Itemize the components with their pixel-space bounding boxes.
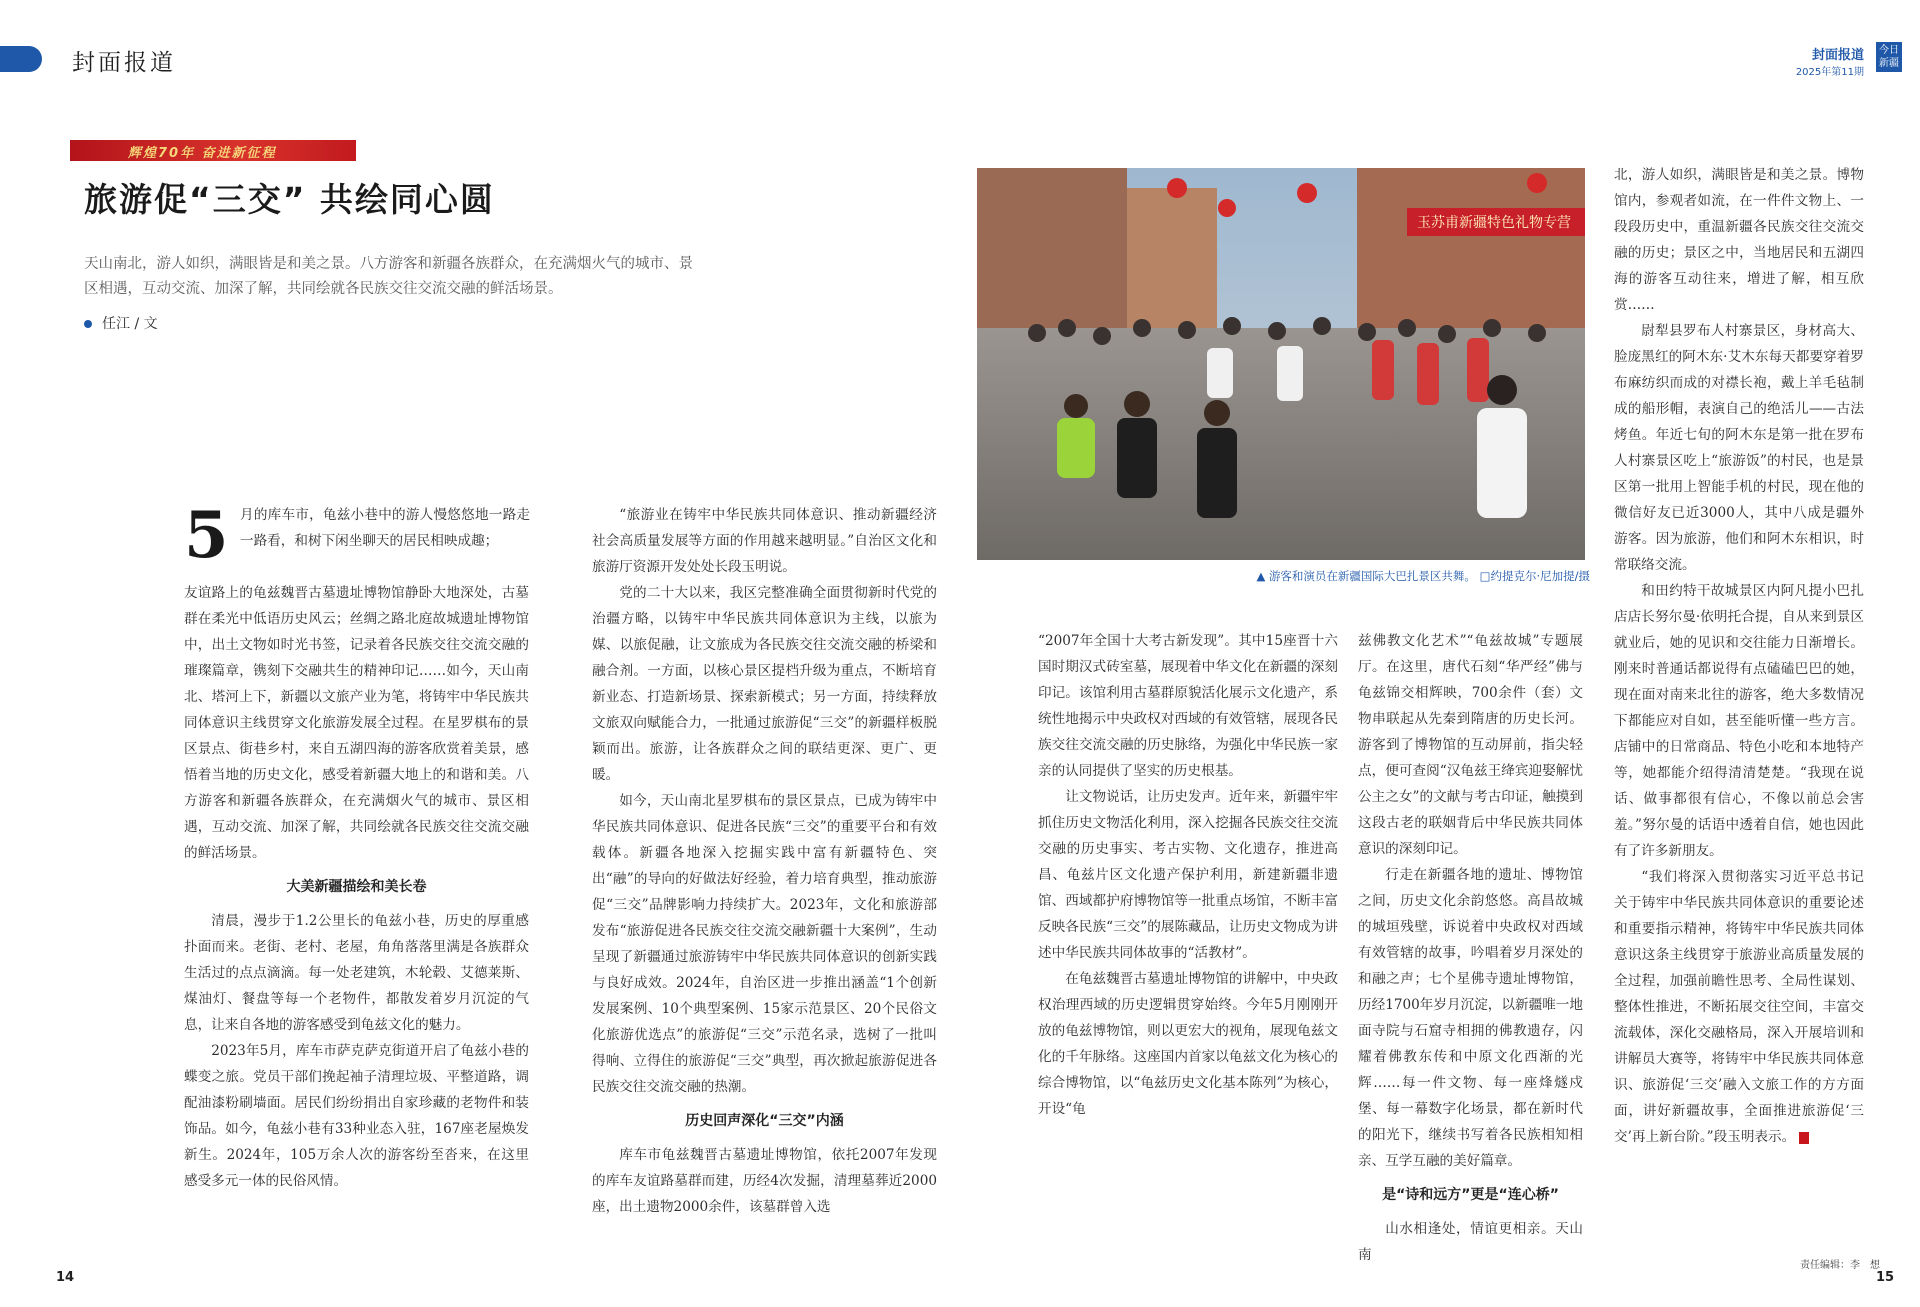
shop-sign: 玉苏甫新疆特色礼物专营 xyxy=(1417,215,1571,231)
masthead xyxy=(1796,44,1864,78)
masthead-section: 封面报道 xyxy=(1811,48,1864,63)
bullet-icon xyxy=(84,320,92,328)
subheading: 历史回声深化“三交”内涵 xyxy=(685,1113,844,1129)
article-column-5 xyxy=(1614,162,1864,1150)
issue-number: 2025年第11期 xyxy=(1795,67,1864,78)
article-lede: 天山南北，游人如织，满眼皆是和美之景。八方游客和新疆各族群众，在充满烟火气的城市、景区相遇，互动交流、加深了解，共同绘就各民族交往交流交融的鲜活场景。 xyxy=(84,256,693,297)
paragraph: 清晨，漫步于1.2公里长的龟兹小巷，历史的厚重感扑面而来。老街、老村、老屋，角角落落里满是各族群众生活过的点点滴滴。每一处老建筑，木轮毂、艾德莱斯、煤油灯、餐盘等每一个老物件，都散发着岁月沉淀的气息，让来自各地的游客感受到龟兹文化的魅力。 xyxy=(184,913,529,1033)
article-column-1 xyxy=(184,580,529,1194)
paragraph: 让文物说话，让历史发声。近年来，新疆牢牢抓住历史文物活化利用，深入挖掘各民族交往交流交融的历史事实、考古实物、文化遗存，推进高昌、龟兹片区文化遗产保护利用，新建新疆非遗馆、西域都护府博物馆等一批重点场馆，不断丰富反映各民族“三交”的展陈藏品，让历史文物成为讲述中华民族共同体故事的“活教材”。 xyxy=(1038,789,1338,961)
author: 任江 / 文 xyxy=(102,316,158,332)
article-intro: 月的库车市，龟兹小巷中的游人慢悠悠地一路走一路看，和树下闲坐聊天的居民相映成趣； xyxy=(240,507,530,549)
page-number-right: 15 xyxy=(1876,1270,1895,1285)
photo-caption: ▲ 游客和演员在新疆国际大巴扎景区共舞。 □约提克尔·尼加提/摄 xyxy=(1256,569,1590,583)
end-mark-icon xyxy=(1799,1132,1809,1144)
section-title: 封面报道 xyxy=(72,50,176,76)
page-number-left: 14 xyxy=(56,1270,75,1285)
paragraph xyxy=(1614,864,1864,1150)
responsible-editor: 责任编辑：李 想 xyxy=(1800,1260,1880,1271)
article-column-3 xyxy=(1038,628,1338,1122)
byline xyxy=(84,313,158,333)
banner-text: 辉煌70年 奋进新征程 xyxy=(128,146,277,161)
paragraph: 2023年5月，库车市萨克萨克街道开启了龟兹小巷的蝶变之旅。党员干部们挽起袖子清理垃圾、平整道路，调配油漆粉刷墙面。居民们纷纷捐出自家珍藏的老物件和装饰品。如今，龟兹小巷有33种业态入驻，167座老屋焕发新生。2024年，105万余人次的游客纷至沓来，在这里感受多元一体的民俗风情。 xyxy=(184,1043,529,1189)
paragraph: 党的二十大以来，我区完整准确全面贯彻新时代党的治疆方略，以铸牢中华民族共同体意识为主线，以旅为媒、以旅促融，让文旅成为各民族交往交流交融的桥梁和融合剂。一方面，以核心景区提档升级为重点，不断培育新业态、打造新场景、探索新模式；另一方面，持续释放文旅双向赋能合力，一批通过旅游促“三交”的新疆样板脱颖而出。旅游，让各族群众之间的联结更深、更广、更暖。 xyxy=(592,585,937,783)
paragraph: “旅游业在铸牢中华民族共同体意识、推动新疆经济社会高质量发展等方面的作用越来越明显。”自治区文化和旅游厅资源开发处处长段玉明说。 xyxy=(592,507,937,575)
dancing-crowd-photo xyxy=(977,168,1585,560)
paragraph: 北，游人如织，满眼皆是和美之景。博物馆内，参观者如流，在一件件文物上、一段段历史中，重温新疆各民族交往交流交融的历史；景区之中，当地居民和五湖四海的游客互动往来，增进了解，相互欣赏…… xyxy=(1614,167,1864,313)
paragraph: 库车市龟兹魏晋古墓遗址博物馆，依托2007年发现的库车友谊路墓群而建，历经4次发掘，清理墓葬近2000座，出土遗物2000余件，该墓群曾入选 xyxy=(592,1147,937,1215)
article-column-4 xyxy=(1358,628,1583,1268)
paragraph: 山水相逢处，情谊更相亲。天山南 xyxy=(1358,1221,1583,1263)
paragraph: “2007年全国十大考古新发现”。其中15座晋十六国时期汉式砖室墓，展现着中华文化在新疆的深刻印记。该馆利用古墓群原貌活化展示文化遗产，系统性地揭示中央政权对西域的有效管辖，展现各民族交往交流交融的历史脉络，为强化中华民族一家亲的认同提供了坚实的历史根基。 xyxy=(1038,633,1338,779)
magazine-logo: 今日新疆 xyxy=(1876,42,1902,72)
cover-photo xyxy=(977,168,1585,560)
campaign-banner xyxy=(70,140,356,161)
paragraph: 在龟兹魏晋古墓遗址博物馆的讲解中，中央政权治理西域的历史逻辑贯穿始终。今年5月刚刚开放的龟兹博物馆，则以更宏大的视角，展现龟兹文化的千年脉络。这座国内首家以龟兹文化为核心的综合博物馆，以“龟兹历史文化基本陈列”为核心，开设“龟 xyxy=(1038,971,1338,1117)
subheading: 是“诗和远方”更是“连心桥” xyxy=(1382,1187,1559,1203)
paragraph: 友谊路上的龟兹魏晋古墓遗址博物馆静卧大地深处，古墓群在柔光中低语历史风云；丝绸之路北庭故城遗址博物馆中，出土文物如时光书签，记录着各民族交往交流交融的璀璨篇章，镌刻下交融共生的精神印记……如今，天山南北、塔河上下，新疆以文旅产业为笔，将铸牢中华民族共同体意识主线贯穿文化旅游发展全过程。在星罗棋布的景区景点、街巷乡村，来自五湖四海的游客欣赏着美景，感悟着当地的历史文化，感受着新疆大地上的和谐和美。八方游客和新疆各族群众，在充满烟火气的城市、景区相遇，互动交流、加深了解，共同绘就各民族交往交流交融的鲜活场景。 xyxy=(184,585,529,861)
section-tab-marker xyxy=(0,46,42,72)
closing-quote: “我们将深入贯彻落实习近平总书记关于铸牢中华民族共同体意识的重要论述和重要指示精神，将铸牢中华民族共同体意识这条主线贯穿于旅游业高质量发展的全过程，加强前瞻性思考、全局性谋划、整体性推进，不断拓展交往空间，丰富交流载体，深化交融格局，深入开展培训和讲解员大赛等，将铸牢中华民族共同体意识、旅游促‘三交’融入文旅工作的方方面面，讲好新疆故事，全面推进旅游促‘三交’再上新台阶。”段玉明表示。 xyxy=(1614,869,1864,1145)
paragraph: 尉犁县罗布人村寨景区，身材高大、脸庞黑红的阿木东·艾木东每天都要穿着罗布麻纺织而成的对襟长袍，戴上羊毛毡制成的船形帽，表演自己的绝活儿——古法烤鱼。年近七旬的阿木东是第一批在罗布人村寨景区吃上“旅游饭”的村民，也是景区第一批用上智能手机的村民，现在他的微信好友已近3000人，其中八成是疆外游客。因为旅游，他们和阿木东相识，时常联络交流。 xyxy=(1614,323,1864,573)
article-column-2 xyxy=(592,502,937,1220)
article-headline: 旅游促“三交” 共绘同心圆 xyxy=(84,180,495,219)
paragraph: 和田约特干故城景区内阿凡提小巴扎店店长努尔曼·依明托合提，自从来到景区就业后，她的见识和交往能力日渐增长。刚来时普通话都说得有点磕磕巴巴的她，现在面对南来北往的游客，绝大多数情况下都能应对自如，甚至能听懂一些方言。店铺中的日常商品、特色小吃和本地特产等，她都能介绍得清清楚楚。“我现在说话、做事都很有信心，不像以前总会害羞。”努尔曼的话语中透着自信，她也因此有了许多新朋友。 xyxy=(1614,583,1864,859)
dropcap: 5 xyxy=(184,498,229,573)
paragraph: 行走在新疆各地的遗址、博物馆之间，历史文化余韵悠悠。高昌故城的城垣残壁，诉说着中央政权对西域有效管辖的故事，吟唱着岁月深处的和融之声；七个星佛寺遗址博物馆，历经1700年岁月沉淀，以新疆唯一地面寺院与石窟寺相拥的佛教遗存，闪耀着佛教东传和中原文化西渐的光辉……每一件文物、每一座烽燧戍堡、每一幕数字化场景，都在新时代的阳光下，继续书写着各民族相知相亲、互学互融的美好篇章。 xyxy=(1358,867,1583,1169)
subheading: 大美新疆描绘和美长卷 xyxy=(286,879,427,895)
paragraph: 如今，天山南北星罗棋布的景区景点，已成为铸牢中华民族共同体意识、促进各民族“三交”的重要平台和有效载体。新疆各地深入挖掘实践中富有新疆特色、突出“融”的导向的好做法好经验，着力培育典型，推动旅游促“三交”品牌影响力持续扩大。2023年，文化和旅游部发布“旅游促进各民族交往交流交融新疆十大案例”，生动呈现了新疆通过旅游铸牢中华民族共同体意识的创新实践与良好成效。2024年，自治区进一步推出涵盖“1个创新发展案例、10个典型案例、15家示范景区、20个民俗文化旅游优选点”的旅游促“三交”示范名录，选树了一批叫得响、立得住的旅游促“三交”典型，再次掀起旅游促进各民族交往交流交融的热潮。 xyxy=(592,793,937,1095)
photo-caption-text: 游客和演员在新疆国际大巴扎景区共舞。 □约提克尔·尼加提/摄 xyxy=(1268,569,1590,583)
paragraph: 兹佛教文化艺术”“龟兹故城”专题展厅。在这里，唐代石刻“华严经”佛与龟兹锦交相辉映，700余件（套）文物串联起从先秦到隋唐的历史长河。游客到了博物馆的互动屏前，指尖轻点，便可查阅“汉龟兹王绛宾迎娶解忧公主之女”的文献与考古印证，触摸到这段古老的联姻背后中华民族共同体意识的深刻印记。 xyxy=(1358,633,1583,857)
